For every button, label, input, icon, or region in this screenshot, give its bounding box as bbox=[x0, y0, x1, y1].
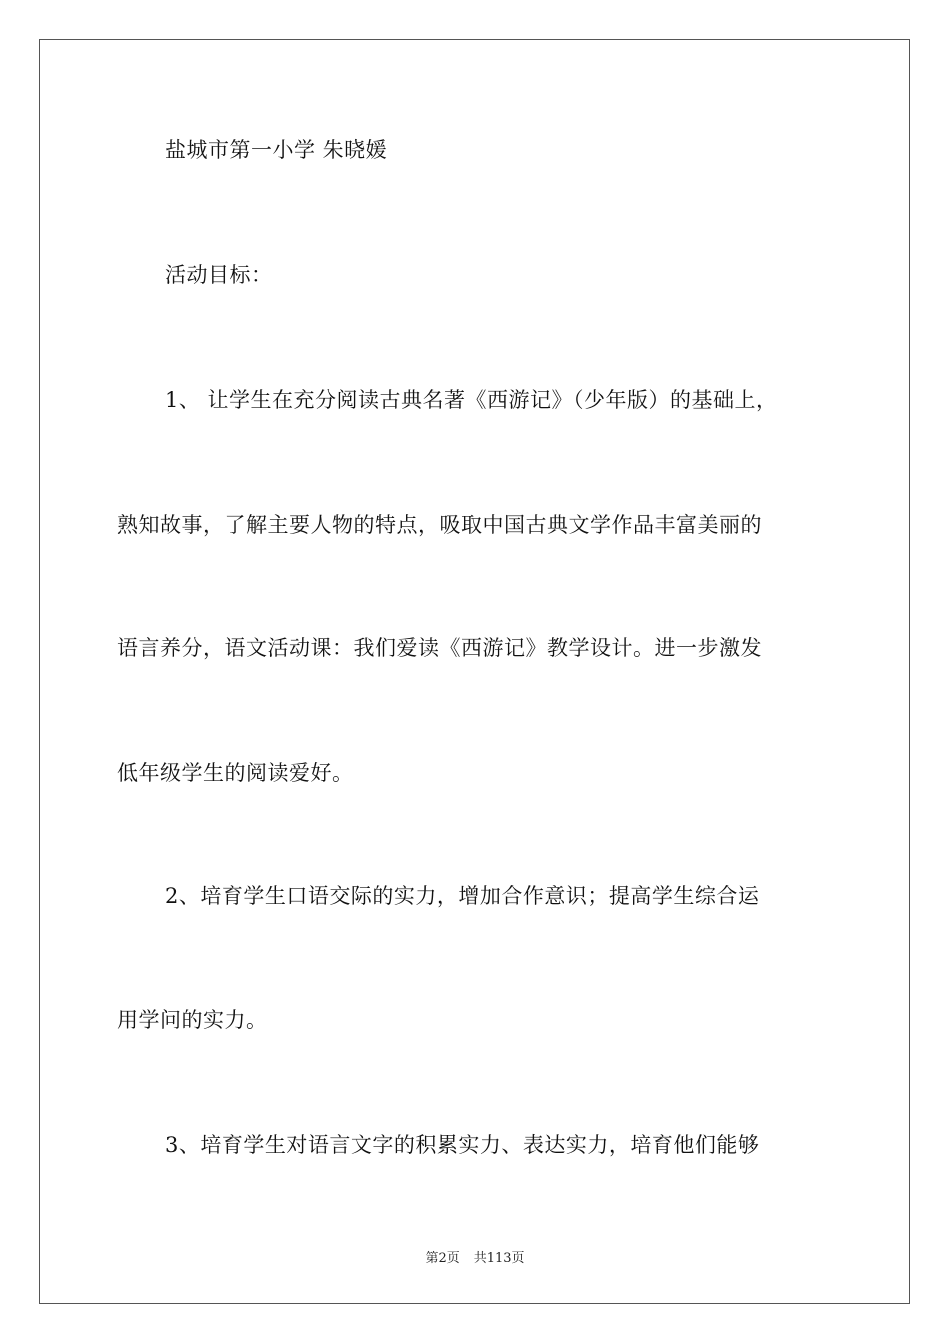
section-heading: 活动目标： bbox=[165, 263, 273, 287]
page-number: 第2页 bbox=[425, 1251, 460, 1266]
paragraph-line: 1、 让学生在充分阅读古典名著《西游记》（少年版）的基础上， bbox=[165, 388, 778, 412]
paragraph-line: 2、培育学生口语交际的实力，增加合作意识；提高学生综合运 bbox=[165, 884, 760, 908]
author-line: 盐城市第一小学 朱晓媛 bbox=[165, 138, 388, 162]
page-footer bbox=[0, 1252, 950, 1265]
paragraph-line: 3、培育学生对语言文字的积累实力、表达实力，培育他们能够 bbox=[165, 1133, 760, 1157]
paragraph-line: 语言养分，语文活动课：我们爱读《西游记》教学设计。进一步激发 bbox=[117, 636, 762, 660]
paragraph-line: 用学问的实力。 bbox=[117, 1008, 268, 1032]
page-total: 共113页 bbox=[473, 1251, 525, 1266]
page-border bbox=[39, 39, 910, 1304]
paragraph-line: 低年级学生的阅读爱好。 bbox=[117, 761, 354, 785]
paragraph-line: 熟知故事，了解主要人物的特点，吸取中国古典文学作品丰富美丽的 bbox=[117, 513, 762, 537]
